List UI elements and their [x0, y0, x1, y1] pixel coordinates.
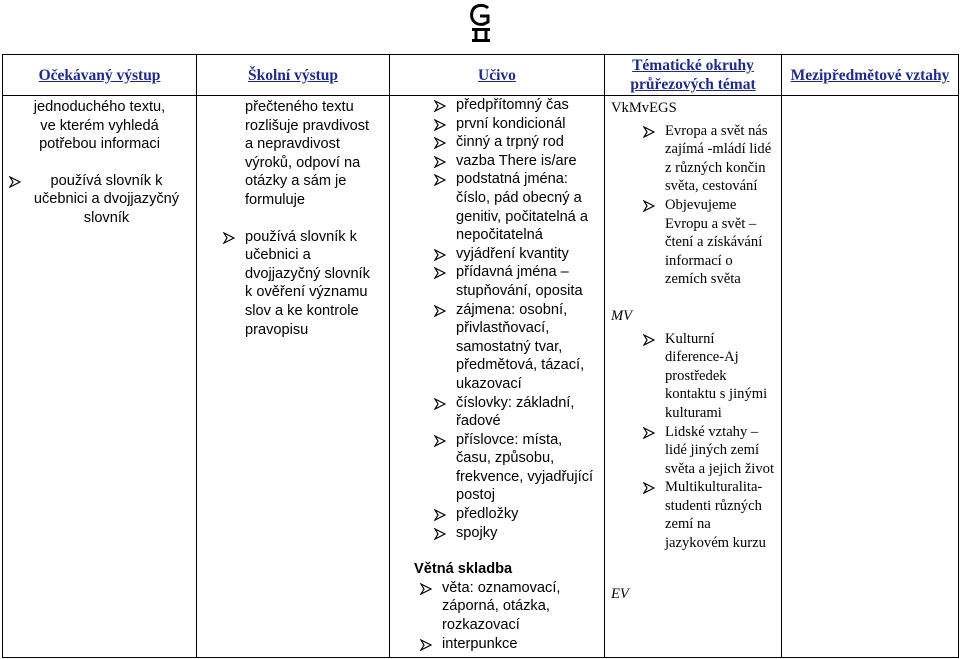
grammar-list: [390, 96, 604, 542]
arrow-bullet-icon: [434, 305, 446, 317]
list-item: [428, 263, 596, 300]
arrow-bullet-icon: [9, 176, 21, 188]
list-item-text: věta: oznamovací, záporná, otázka, rozkazovací: [442, 579, 561, 634]
arrow-bullet-icon: [223, 232, 235, 244]
arrow-bullet-icon: [434, 156, 446, 168]
list-item: [428, 245, 596, 264]
bullet-text: používá slovník k učebnici a dvojjazyčný slovník k ověření významu slov a ke kontrole pravopisu: [245, 228, 370, 338]
arrow-bullet-icon: [420, 639, 432, 651]
list-item-text: spojky: [456, 524, 498, 541]
cross-topics-cell: [605, 96, 782, 658]
arrow-bullet-icon: [643, 427, 655, 439]
list-item: [637, 478, 775, 552]
list-item-text: interpunkce: [442, 635, 518, 652]
arrow-bullet-icon: [434, 100, 446, 112]
arrow-bullet-icon: [643, 126, 655, 138]
list-item: [637, 196, 775, 289]
list-item: [414, 579, 596, 635]
expected-outcome-cell: [3, 96, 197, 658]
list-item: [428, 170, 596, 244]
label-mv: MV: [611, 307, 633, 324]
list-item: [428, 301, 596, 394]
list-item: [637, 122, 775, 196]
syntax-list: [390, 579, 604, 653]
list-item: [637, 330, 775, 423]
arrow-bullet-icon: [434, 509, 446, 521]
mv-list: [605, 326, 781, 553]
arrow-bullet-icon: [434, 267, 446, 279]
syntax-heading: Větná skladba: [414, 561, 513, 578]
arrow-bullet-icon: [434, 119, 446, 131]
arrow-bullet-icon: [434, 528, 446, 540]
header-interdisciplinary: Mezipředmětové vztahy: [782, 55, 959, 96]
list-item-text: předpřítomný čas: [456, 97, 569, 113]
list-item: [428, 524, 596, 543]
list-item-text: příslovce: místa, času, způsobu, frekvence, vyjadřující postoj: [456, 431, 594, 504]
list-item-text: zájmena: osobní, přivlastňovací, samostatný tvar, předmětová, tázací, ukazovací: [456, 301, 585, 392]
header-row: [3, 55, 959, 96]
arrow-bullet-icon: [434, 435, 446, 447]
list-item-text: podstatná jména: číslo, pád obecný a genitiv, počitatelná a nepočitatelná: [456, 171, 588, 244]
list-item-text: předložky: [456, 506, 519, 523]
list-item: [428, 96, 596, 115]
bullet-text: používá slovník k učebnici a dvojjazyčný slovník: [33, 172, 180, 226]
list-item-text: vazba There is/are: [456, 152, 577, 169]
content-row: [3, 96, 959, 658]
list-item: [428, 394, 596, 431]
curriculum-cell: [390, 96, 605, 658]
arrow-bullet-icon: [643, 200, 655, 212]
arrow-bullet-icon: [643, 334, 655, 346]
list-item-text: první kondicionál: [456, 115, 566, 132]
label-vkmvegs: VkMvEGS: [611, 100, 677, 116]
interdisciplinary-cell: [782, 96, 959, 658]
school-outcome-intro: přečteného textu rozlišuje pravdivost a nepravdivost výroků, odpoví na otázky a sám je formuluje: [245, 99, 370, 208]
list-item-text: Objevujeme Evropu a svět – čtení a získávání informací o zemích světa: [665, 196, 763, 288]
list-item-text: Lidské vztahy – lidé jiných zemí světa a jejich život: [665, 423, 775, 477]
arrow-bullet-icon: [434, 249, 446, 261]
list-item-text: vyjádření kvantity: [456, 245, 569, 262]
list-item-text: Multikulturalita-studenti různých zemí na jazykovém kurzu: [665, 479, 766, 552]
vkmvegs-list: [605, 118, 781, 289]
header-expected-outcome: Očekávaný výstup: [3, 55, 197, 96]
list-item: [197, 228, 379, 340]
list-item-text: číslovky: základní, řadové: [456, 394, 575, 430]
arrow-bullet-icon: [434, 174, 446, 186]
list-item: [414, 635, 596, 654]
school-outcome-cell: [197, 96, 390, 658]
expected-outcome-intro: jednoduchého textu, ve kterém vyhledá potřebou informaci: [33, 99, 166, 153]
list-item-text: činný a trpný rod: [456, 134, 564, 151]
arrow-bullet-icon: [420, 583, 432, 595]
list-item-text: přídavná jména – stupňování, oposita: [456, 264, 583, 299]
list-item: [428, 431, 596, 505]
header-cross-topics: Tématické okruhy průřezových témat: [605, 55, 782, 96]
list-item: [637, 423, 775, 479]
curriculum-table: [2, 54, 959, 658]
list-item: [428, 115, 596, 134]
list-item: [428, 505, 596, 524]
arrow-bullet-icon: [643, 482, 655, 494]
list-item: [428, 133, 596, 152]
logo: [466, 2, 496, 44]
list-item-text: Kulturní diference-Aj prostředek kontaktu s jinými kulturami: [665, 330, 768, 421]
arrow-bullet-icon: [434, 398, 446, 410]
label-ev: EV: [611, 585, 629, 602]
header-school-outcome: Školní výstup: [197, 55, 390, 96]
list-item-text: Evropa a svět nás zajímá -mládí lidé z různých končin světa, cestování: [665, 122, 772, 195]
list-item: [428, 152, 596, 171]
list-item: [3, 172, 182, 228]
header-curriculum: Učivo: [390, 55, 605, 96]
arrow-bullet-icon: [434, 137, 446, 149]
